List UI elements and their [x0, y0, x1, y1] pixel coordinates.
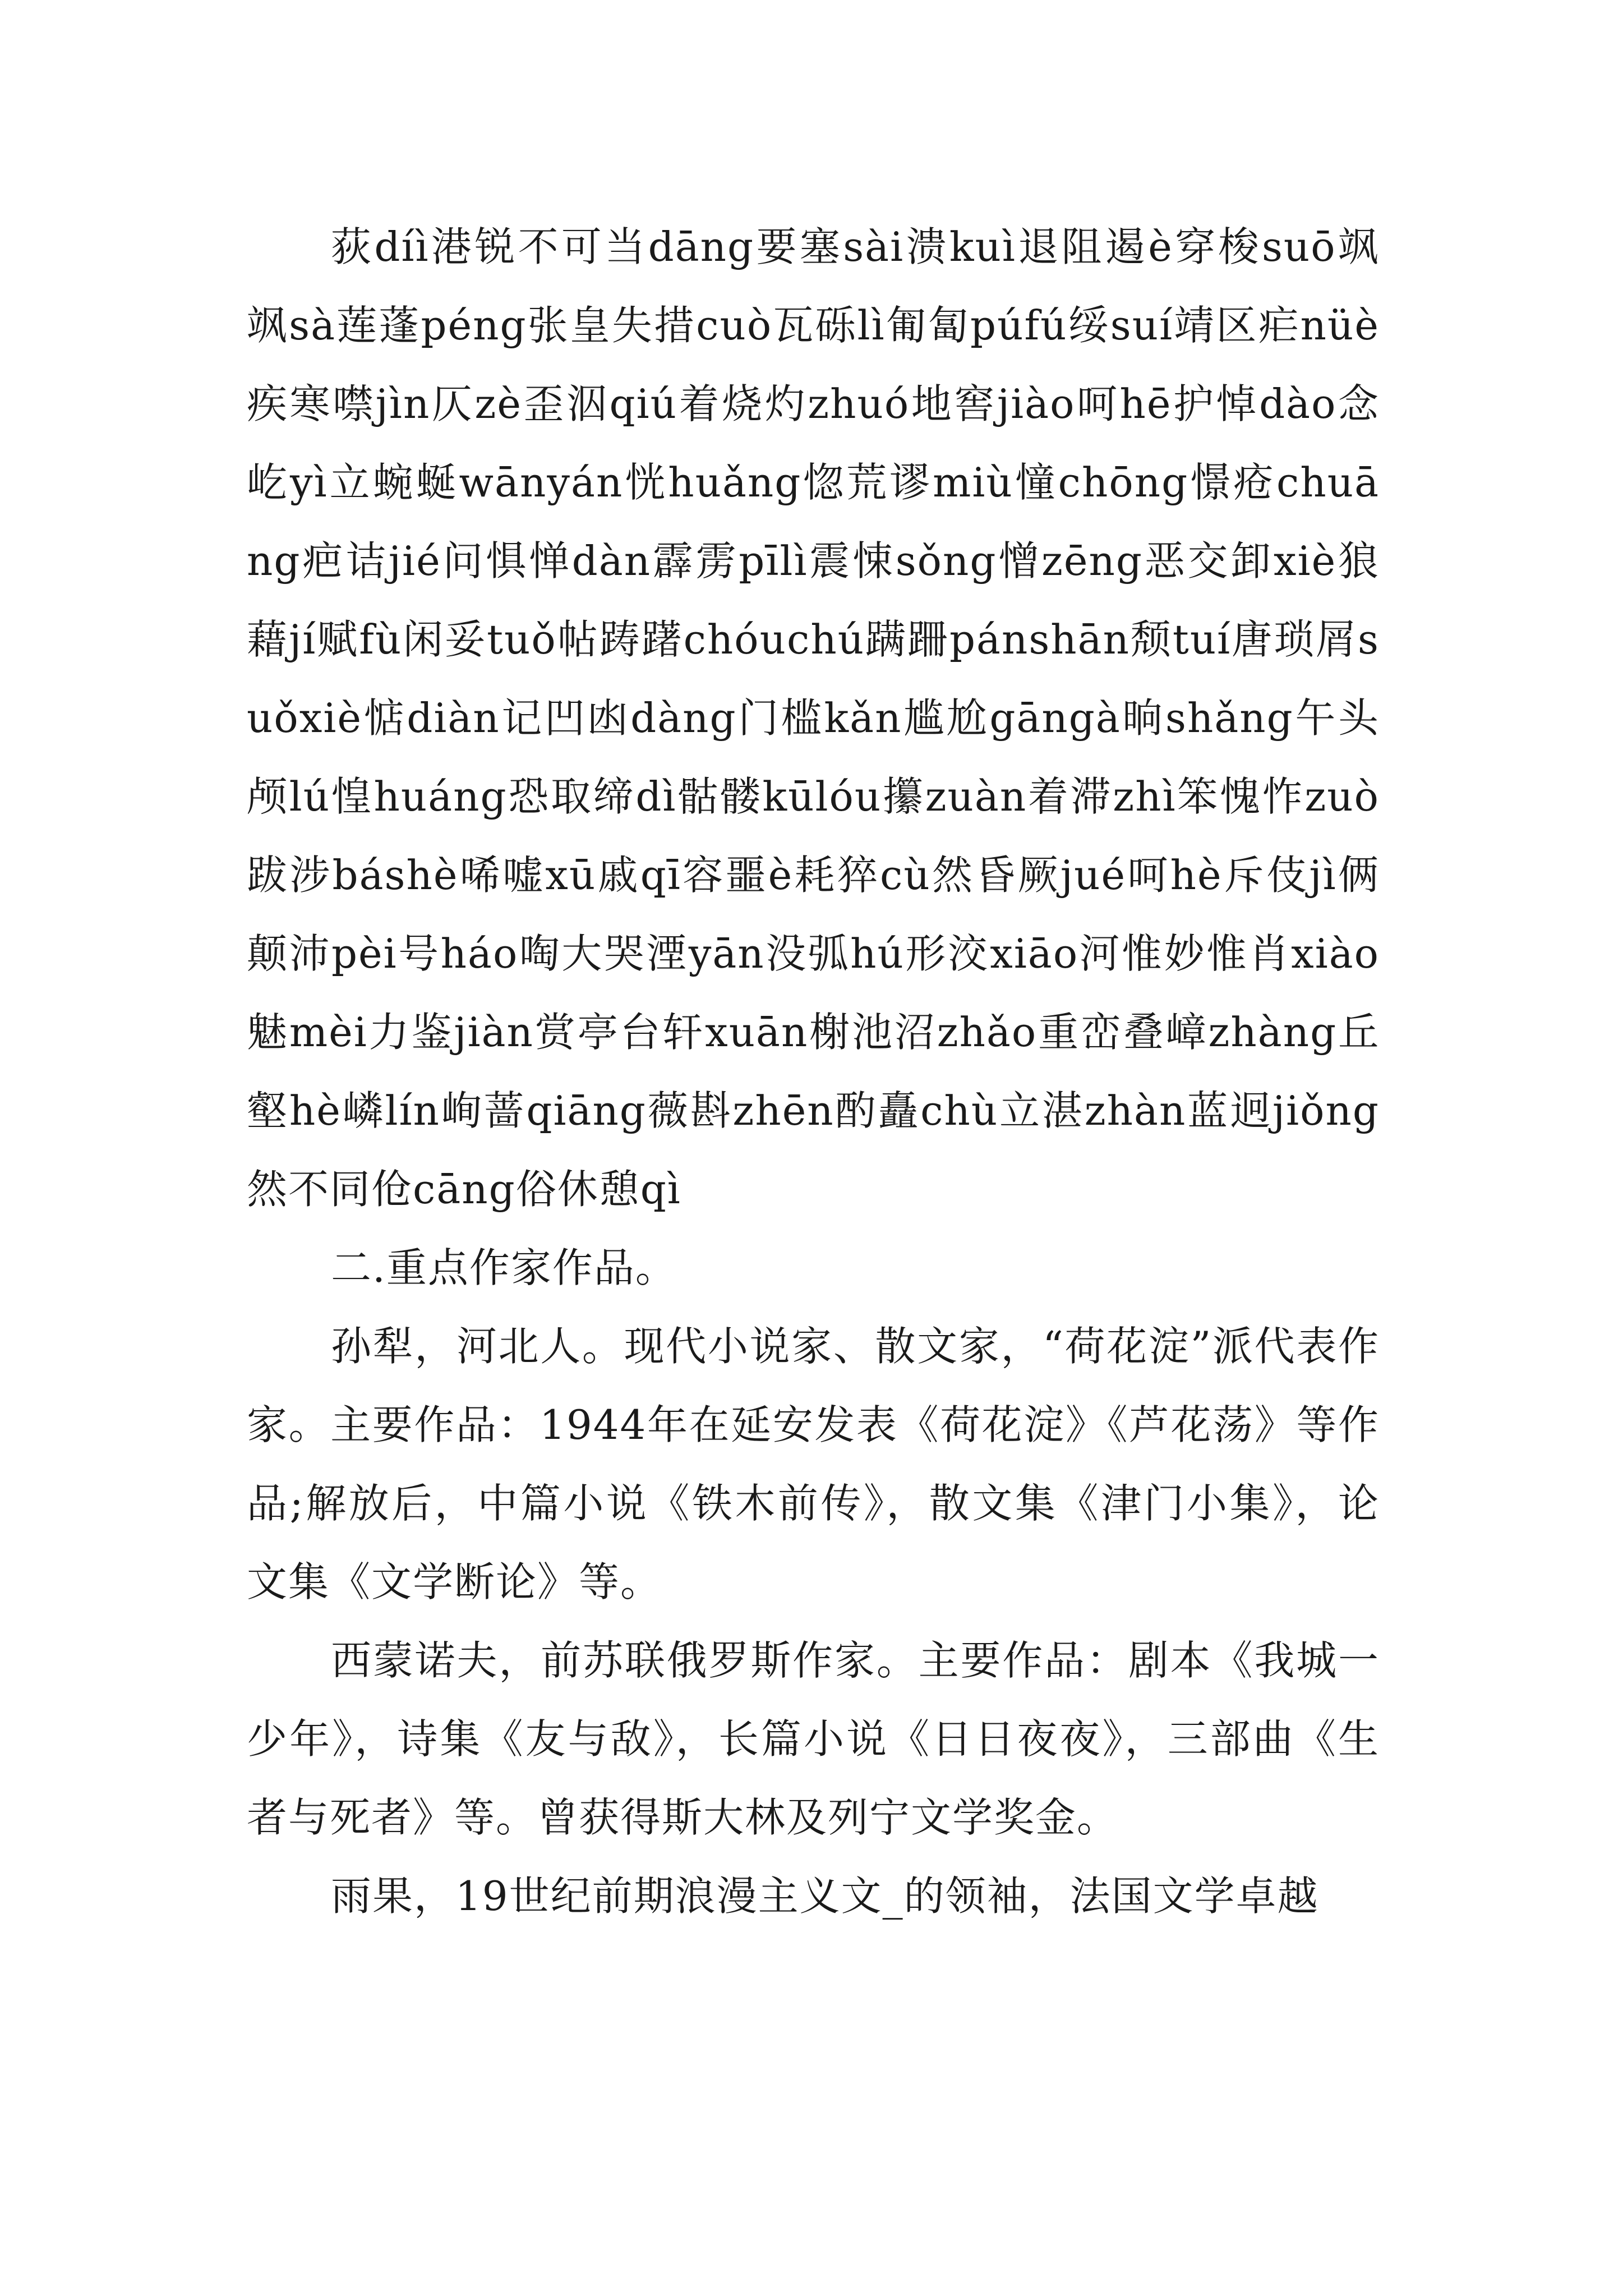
author-paragraph-sun-li: 孙犁，河北人。现代小说家、散文家，“荷花淀”派代表作家。主要作品：1944年在延安发表《荷花淀》《芦花荡》等作品;解放后，中篇小说《铁木前传》，散文集《津门小集》，论文集《文学断论》等。 [247, 1323, 1380, 1605]
document-body [247, 208, 1380, 1935]
author-paragraph-simonov: 西蒙诺夫，前苏联俄罗斯作家。主要作品：剧本《我城一少年》，诗集《友与敌》，长篇小说《日日夜夜》，三部曲《生者与死者》等。曾获得斯大林及列宁文学奖金。 [247, 1637, 1380, 1841]
vocabulary-paragraph: 荻díì港锐不可当dāng要塞sài溃kuì退阻遏è穿梭suō飒飒sà莲蓬péng张皇失措cuò瓦砾lì匍匐púfú绥suí靖区疟nüè疾寒噤jìn仄zè歪泅qiú着烧灼zhuó地窖jiào呵hē护悼dào念屹yì立蜿蜒wānyán恍huǎng惚荒谬miù憧chōng憬疮chuāng疤诘jié问惧惮dàn霹雳pīlì震悚sǒng憎zēng恶交卸xiè狼藉jí赋fù闲妥tuǒ帖踌躇chóuchú蹒跚pánshān颓tuí唐琐屑suǒxiè惦diàn记凹凼dàng门槛kǎn尴尬gāngà晌shǎng午头颅lú惶huáng恐取缔dì骷髅kūlóu攥zuàn着滞zhì笨愧怍zuò跋涉báshè唏嘘xū戚qī容噩è耗猝cù然昏厥jué呵hè斥伎jì俩颠沛pèi号háo啕大哭湮yān没弧hú形洨xiāo河惟妙惟肖xiào魅mèi力鉴jiàn赏亭台轩xuān榭池沼zhǎo重峦叠嶂zhàng丘壑hè嶙lín峋蔷qiāng薇斟zhēn酌矗chù立湛zhàn蓝迥jiǒng然不同伧cāng俗休憩qì [247, 223, 1380, 1213]
section-heading: 二.重点作家作品。 [331, 1244, 677, 1291]
author-paragraph-hugo: 雨果，19世纪前期浪漫主义文_的领袖，法国文学卓越 [331, 1872, 1319, 1920]
